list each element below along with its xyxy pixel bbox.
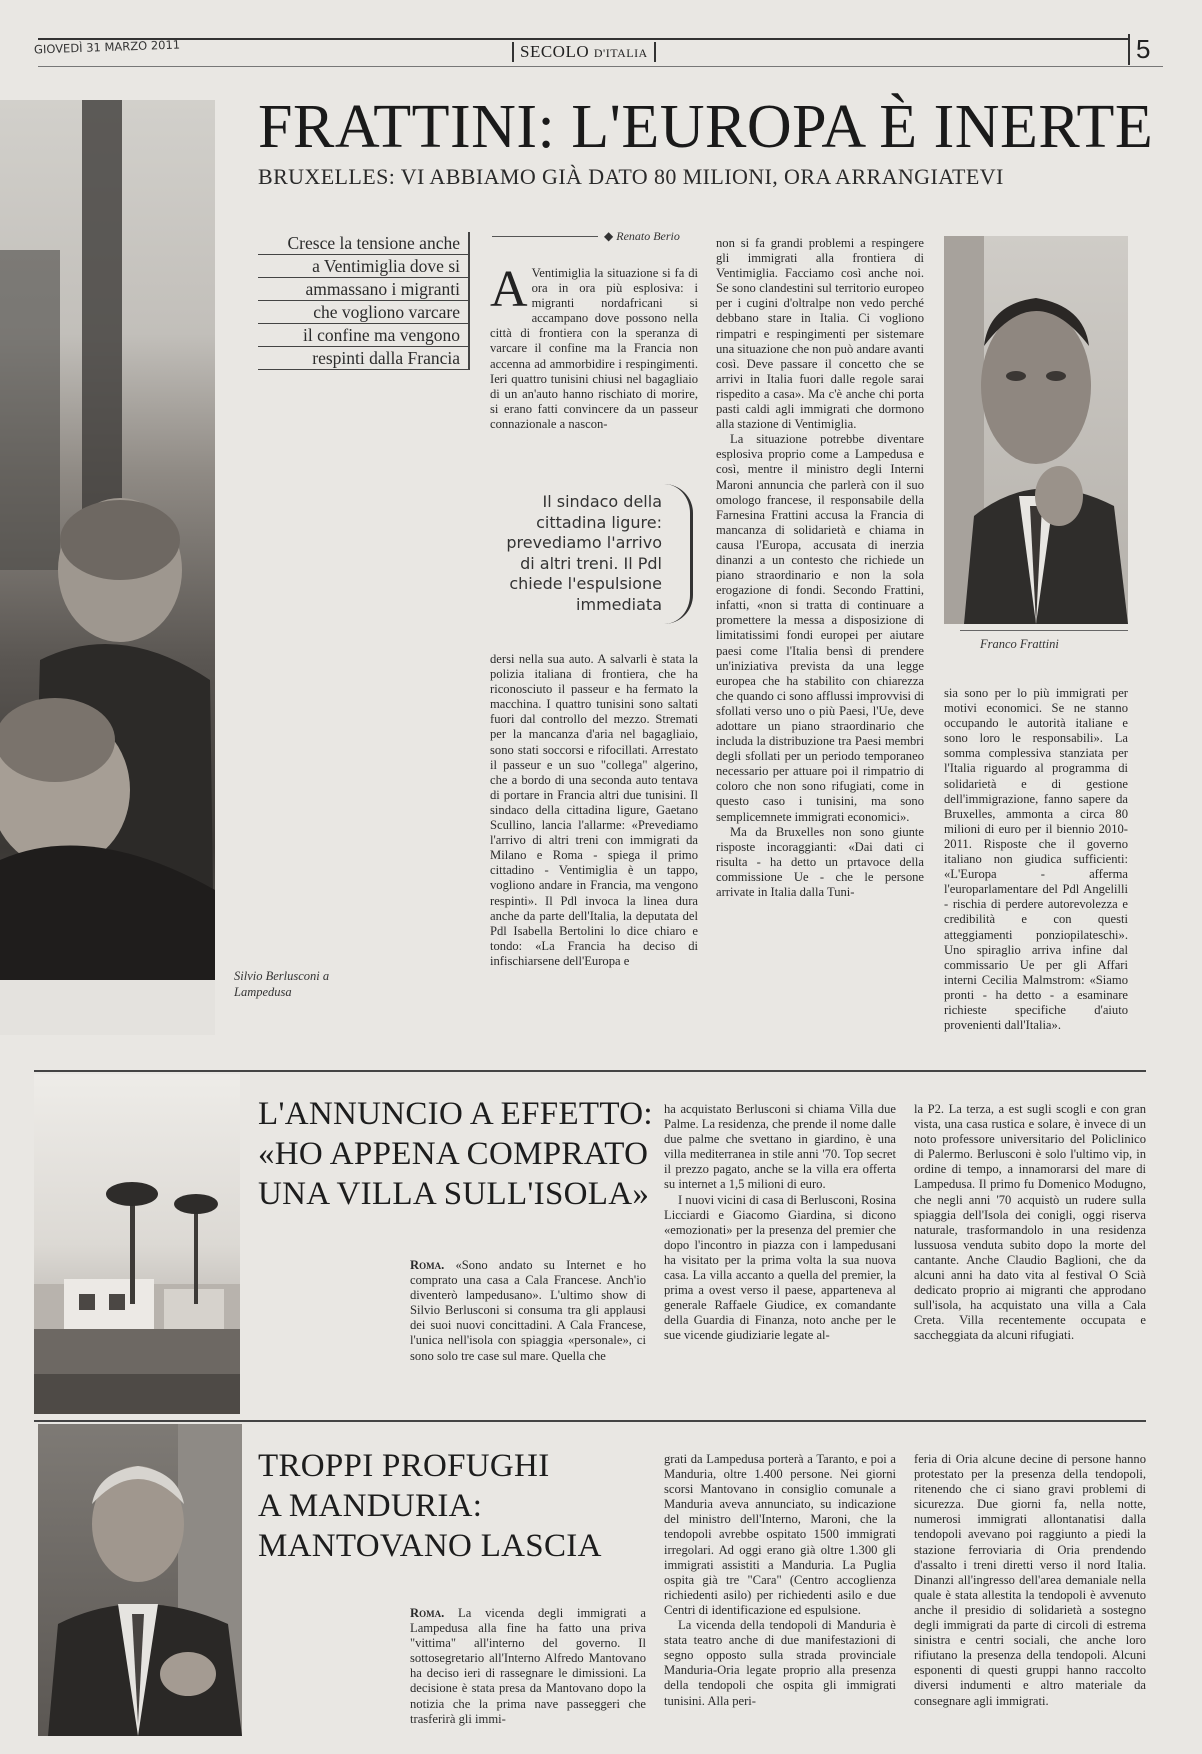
article3-col2-p2: La vicenda della tendopoli di Manduria è stata teatro anche di due manifestazioni di segno opposto sulla strada provinciale Manduria-Oria legate proprio alla presenza della tendopoli che ospita gli immigrati tunisini. Alla peri- [664, 1618, 896, 1708]
article1-col1-bottom-text: dersi nella sua auto. A salvarli è stata la polizia italiana di frontiera, che ha riconosciuto il passeur e ha fermato la macchina. I quattro tunisini sono saltati fuori dal controllo del mezzo. Stremati per la mancanza d'aria nel bagagliaio, sono stati soccorsi e rifocillati. Arrestato il passeur e un suo "collega" algerino, che a bordo di una seconda auto tentava di portare in Francia altri due tunisini. Il sindaco della cittadina ligure, Gaetano Scullino, lancia l'allarme: «Prevediamo l'arrivo di altri treni con immigrati da Milano e Roma - spiega il primo cittadino - Ventimiglia è un tappo, vogliono andare in Francia, ma vengono respinti». Il Pdl invoca la linea dura anche da parte dell'Italia, la deputata del Pdl Isabella Bertolini lo dice chiaro e tondo: «La Francia ha deciso di infischiarsene dell'Europa e [490, 652, 698, 968]
frattini-photo [944, 236, 1128, 624]
header-bottom-rule [38, 66, 1163, 67]
article1-col1-text: Ventimiglia la situazione si fa di ora in ora più esplosiva: i migranti nordafricani si accampano dove possono nella città di frontiera con la speranza di varcare il confine ma la Francia non accenna ad ammorbidire i respingimenti. Ieri quattro tunisini chiusi nel bagagliaio di un an'auto hanno rischiato di morire, si erano fatti convincere da un passeur connazionale a nascon- [490, 266, 698, 431]
article1-col3-text: sia sono per lo più immigrati per motivi economici. Se ne stanno occupando le autorità italiane e sono loro le responsabili». La somma complessiva stanziata per l'Italia riguardo al programma di solidarietà e di gestione dell'immigrazione, fanno sapere da Bruxelles, ammonta a circa 80 milioni di euro per il biennio 2010-2011. Risposte che il governo italiano non giudica sufficienti: «L'Europa - afferma l'europarlamentare del Pdl Angelilli - rischia di perdere autorevolezza e credibilità e con questi atteggiamenti ponziopilateschi». Uno spiraglio arriva infine dal commissario Ue per gli Affari interni Cecilia Malmstrom: «Siamo pronti - ha detto - a esaminare richieste specifiche d'aiuto provenienti dall'Italia». [944, 686, 1128, 1033]
article2-col2 [664, 1102, 896, 1392]
article2-headline-line: L'ANNUNCIO A EFFETTO: [258, 1096, 653, 1132]
right-photo-caption: Franco Frattini [980, 637, 1059, 651]
teaser-line: a Ventimiglia dove si [258, 255, 468, 278]
article3-headline-line: MANTOVANO LASCIA [258, 1528, 602, 1564]
teaser-line: respinti dalla Francia [258, 347, 468, 370]
masthead-suffix: D'ITALIA [593, 46, 648, 60]
frattini-caption-rule [960, 630, 1128, 631]
article3-col2-p1: grati da Lampedusa porterà a Taranto, e poi a Manduria, oltre 1.400 persone. Nei giorni scorsi Mantovano in consiglio comunale a Manduria aveva annunciato, su indicazione del ministro dell'Interno, Maroni, che la tendopoli avrebbe ospitato 1500 immigrati irregolari. Ad oggi erano già oltre 1.300 gli immigrati assistiti a Manduria. La Puglia ospita già tre "Cara" (Centro accoglienza richiedenti asilo) per richiedenti asilo e due Centri di identificazione ed espulsione. [664, 1452, 896, 1617]
pull-quote: Il sindaco della cittadina ligure: prevediamo l'arrivo di altri treni. Il Pdl chiede l'espulsione immediata [506, 492, 662, 614]
teaser-line: ammassano i migranti [258, 278, 468, 301]
article2-top-rule [34, 1070, 1146, 1072]
article3-headline [258, 1446, 618, 1566]
article3-headline-line: A MANDURIA: [258, 1488, 483, 1524]
article2-col1 [410, 1258, 646, 1390]
article1-col2-p3: Ma da Bruxelles non sono giunte risposte incoraggianti: «Dai dati ci risulta - ha detto un prtavoce della commissione Ue - che le persone arrivate in Italia dalla Tuni- [716, 824, 924, 900]
article2-col2-p1: ha acquistato Berlusconi si chiama Villa due Palme. La residenza, che prende il nome dalle due palme che svettano in giardino, è una villa mediterranea in stile anni '70. Top secret il prezzo pagato, anche se la villa era offerta su internet a 1,5 milioni di euro. [664, 1102, 896, 1192]
villa-photo [34, 1074, 240, 1414]
drop-cap: A [490, 266, 528, 318]
article2-dateline: Roma. [410, 1258, 445, 1272]
article3-dateline: Roma. [410, 1606, 445, 1620]
teaser-line: il confine ma vengono [258, 324, 468, 347]
article2-headline [258, 1094, 658, 1214]
article1-col2 [716, 236, 924, 1042]
article2-headline-line: «HO APPENA COMPRATO [258, 1136, 649, 1172]
header-top-rule [38, 38, 1163, 40]
berlusconi-photo [0, 100, 215, 1035]
article3-top-rule [34, 1420, 1146, 1422]
article3-col2 [664, 1452, 896, 1742]
article1-col1-top [490, 266, 698, 454]
article2-col1-text: «Sono andato su Internet e ho comprato una casa a Cala Francese. Anch'io diventerò lampedusano». L'ultimo show di Silvio Berlusconi si consuma tra gli applausi dei suoi nuovi concittadini. A Cala Francese, l'unica nell'isola con spiaggia «personale», ci sono solo tre case sul mare. Quella che [410, 1258, 646, 1363]
article1-headline: FRATTINI: L'EUROPA È INERTE [258, 93, 1154, 161]
article2-col3 [914, 1102, 1146, 1392]
header-date: GIOVEDÌ 31 MARZO 2011 [33, 37, 181, 57]
pull-quote-bracket [664, 484, 693, 624]
article1-col3 [944, 686, 1128, 1042]
article3-col3-text: feria di Oria alcune decine di persone hanno protestato per la presenza della tendopoli, ritenendo che ci siano gravi problemi di sicurezza. Due giorni fa, nella notte, numerosi immigrati allontanatisi dalla tendopoli avevano poi raggiunto a piedi la stazione ferroviaria di Oria prendendo d'assalto i treni diretti verso il nord Italia. Dinanzi all'ingresso dell'area demaniale nella quale è stata allestita la tendopoli è avvenuto anche il presidio di solidarietà a sostegno degli immigrati da parte di circoli di estrema sinistra e centri sociali, che anche loro rifiutano la presenza della tendopoli. Alcuni esponenti di questi gruppi hanno raccolto diversi indumenti e altro materiale da consegnare agli immigrati. [914, 1452, 1146, 1708]
article3-col3 [914, 1452, 1146, 1742]
byline-rule [492, 236, 598, 237]
left-photo-caption: Silvio Berlusconi a Lampedusa [234, 969, 330, 999]
article3-col1 [410, 1606, 646, 1738]
article3-col1-text: La vicenda degli immigrati a Lampedusa alla fine ha fatto una priva "vittima" all'interno del governo. Il sottosegretario all'Interno Alfredo Mantovano ha deciso ieri di rassegnare le dimissioni. La decisione è stata presa da Mantovano dopo la notizia che la prima nave passeggeri che trasferirà gli immi- [410, 1606, 646, 1726]
article2-col3-text: la P2. La terza, a est sugli scogli e con gran vista, una casa rustica e solare, è invece di un noto professore universitario del Policlinico di Palermo. Berlusconi è solo l'ultimo vip, in ordine di tempo, a innamorarsi del mare di Lampedusa. Il primo fu Domenico Modugno, che negli anni '70 acquistò un rudere sulla spiaggia dell'Isola dei conigli, oggi riserva naturale, trasformandolo in una residenza lussuosa venduta subito dopo la morte del cantante. Anche Claudio Baglioni, che da alcuni anni ha dato vita al festival O Scià dedicato proprio ai migranti che approdano sull'isola, ha acquistato una villa a Cala Creta. Villa recentemente occupata e saccheggiata da alcuni rifugiati. [914, 1102, 1146, 1343]
mantovano-photo [38, 1424, 242, 1736]
article1-subhead: BRUXELLES: VI ABBIAMO GIÀ DATO 80 MILIONI, ORA ARRANGIATEVI [258, 164, 1004, 189]
page-number: 5 [1128, 34, 1166, 65]
article2-col2-p2: I nuovi vicini di casa di Berlusconi, Rosina Licciardi e Giacomo Giardina, si dicono «emozionati» per la presenza del premier che dopo l'incontro in piazza con i lampedusani ha visitato per la prima volta la sua nuova casa. La villa accanto a quella del premier, la prima a ovest verso il paese, apparteneva al generale Raffaele Giudice, ex comandante della Guardia di Finanza, noto anche per le sue vicende giudiziarie legate al- [664, 1192, 896, 1343]
article3-headline-line: TROPPI PROFUGHI [258, 1448, 550, 1484]
byline [604, 229, 680, 244]
teaser-line: che vogliono varcare [258, 301, 468, 324]
teaser-line: Cresce la tensione anche [258, 232, 468, 255]
article1-col2-p1: non si fa grandi problemi a respingere gli immigrati alla frontiera di Ventimiglia. Facciamo così anche noi. Se sono clandestini sul territorio europeo per i cugini d'oltralpe non vedo perché debbano stare in Italia. Ci vogliono rimpatri e respingimenti per sistemare una situazione che non può andare avanti così. Deve passare il concetto che se arrivi in Italia fuori dalle regole sarai rispedito a casa». Ma c'è anche chi porta pasti caldi agli immigrati che dormono alla stazione di Ventimiglia. [716, 236, 924, 432]
diamond-icon: ◆ [604, 229, 614, 243]
article2-headline-line: UNA VILLA SULL'ISOLA» [258, 1176, 650, 1212]
masthead [512, 42, 656, 62]
article1-col1-bottom [490, 652, 698, 1040]
article1-teaser [258, 232, 470, 370]
byline-author: Renato Berio [616, 229, 680, 243]
masthead-name: SECOLO [520, 42, 590, 61]
article1-col2-p2: La situazione potrebbe diventare esplosiva proprio come a Lampedusa e così, mentre il ministro degli Interni Maroni annuncia che parlerà con il suo omologo francese, il responsabile della Farnesina Frattini accusa la Francia di mancanza di solidarietà e chiama in causa l'Europa, accusata di inerzia dinanzi a un contesto che richiede un piano straordinario e non la sola erogazione di fondi. Secondo Frattini, infatti, «non si tratta di continuare a promettere la messa a disposizione di limitatissimi fondi europei per aiutare paesi come l'Italia bensì di prendere un'iniziativa prevista da una legge europea che ha stabilito con chiarezza che quando ci sono afflussi improvvisi di sfollati verso uno o più Paesi, l'Ue, deve adottare un piano straordinario che includa la distribuzione tra Paesi membri degli sfollati per un periodo temporaneo necessario per attuare poi il rimpatrio di coloro che non sono rifugiati, come in questo caso i tunisini, ma sono semplicemnete immigrati economici». [716, 432, 924, 824]
